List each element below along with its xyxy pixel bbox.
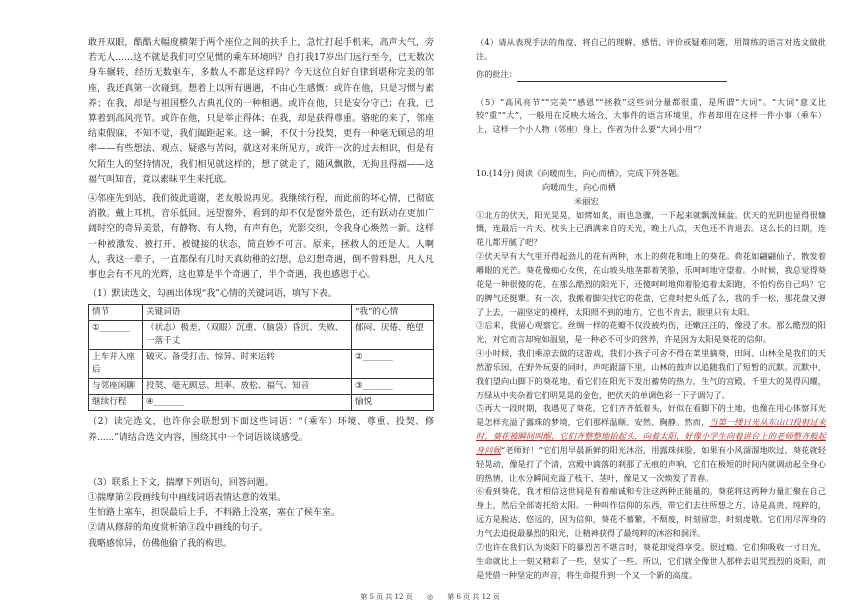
article-paragraph-5: [476, 402, 826, 485]
question-3a: ①揣摩第②段画线句中画线词语表情达意的效果。: [88, 493, 287, 504]
annotation-line[interactable]: [476, 68, 826, 82]
article-paragraph-3: ③后来，我留心观察它。丝绸一样的花瓣不仅没被灼伤，还嫩汪汪的，像浸了水。那么酷烈的阳光，对它而言却宛如温泉，是一种必不可少的营养，许是因为太阳是葵花的信仰。: [476, 320, 826, 345]
table-cell: 与邻座闲聊: [89, 379, 143, 395]
table-cell: 郁闷、厌倦、绝望: [352, 321, 434, 350]
footer-separator-icon: ◎: [426, 593, 434, 601]
right-column: [476, 36, 826, 582]
annotation-blank[interactable]: [517, 72, 727, 82]
article-author: 米丽宏: [574, 195, 599, 206]
table-cell: 继续行程: [89, 395, 143, 411]
question-3b: ②请从修辞的角度赏析第③段中画线的句子。: [88, 523, 269, 534]
table-row: [89, 321, 434, 350]
passage-paragraph-4: ④邻座先到站，我们彼此道谢，老友般说再见。我继续行程，而此前的坏心情，已彻底消散。戴上耳机，音乐低回。远望窗外，看到的却不仅是窗外景色，还有跃动在更加广阔时空的奇异美景，有静物、有人物，有声有色，光影交织，令我身心焕然一新。这样一种被激发、被打开、被键接的状态，简直妙不可言。原来，拯救人的还是人。人啊人，我这一辈子，一直都保有几时天真幼稚的幻想，总幻想奇遇，倒不曾料想，凡人凡事也会有不凡的光辉，这也算是半个奇遇了，半个奇遇，我也感恩于心。: [88, 194, 434, 281]
table-cell: 上车并入座后: [89, 350, 143, 379]
table-cell: 投契、毫无顾忌、坦率、放松、福气、知音: [143, 379, 352, 395]
article-paragraph-2: ②伏天早有大气里开得起劲儿的花有两种，水上的荷花和地上的葵花。荷花如翩翩仙子，散发着雕眼的光芒。葵花像痴心女侠，在山坡头地垄都着笑脸，乐呵呵地守望着。小时候，我总觉得葵花是一种很傻的花，在那么酷烈的阳光下，还傻呵呵地仰着脸追着太阳跑，不怕灼伤自己吗？它的脾气还挺犟。有一次，我搬着脚尖找它的花盘，它竟时把头低了么，我的手一松，那花盘又弹了上去，一副坚定的模样，太阳照不到的地方，它也不肯去，眼里只有太阳。: [476, 251, 826, 317]
mood-table: [88, 304, 434, 411]
underlined-sentence: 当第一缕日光从东山口投射过来时，葵花被瞬间叫醒，它们齐整整地抬起头，向着太阳，好像小学生向着讲台上的老师整齐般起身问候: [476, 417, 826, 455]
question-10: 10.(14分) 阅读《向暖而生，向心而栖》，完成下列各题。: [476, 168, 685, 179]
table-cell[interactable]: ②_______: [352, 350, 434, 379]
paragraph-5-tail: “老师好！”它们用早晨新鲜的阳光沐浴，用露珠抹脸，如果有小风溜溜地吹过，葵花就轻轻晃动，像是打了个清，宫殿中滴落的刹那了无痕的声响，它们在极短的时间内就调动起全身心的热情，让水分瞬间充溢了枝干、茎叶，像是又一次焕发了青春。: [476, 444, 826, 483]
left-column: [88, 36, 434, 552]
article-paragraph-4: ④小时候，我们乘凉去做的这游戏，我们小孩子可舍不得在菜里摘葵，田间、山林全是我们的天然游乐园，在野外玩耍的同时，声咤跟溜下里，山林的鼓声以追随我们了短暂的沉默。沉默中，我们望向山脚下的葵花地，看它们在阳光下发出蓄势的热力，生气的宫殿，千里大的晃得闪耀，万绿从中夹杂着它们明晃晃的金色，把伏天的单调色彩一下子调匀了。: [476, 348, 826, 400]
question-1: （1）默读选文，勾画出体现“我”心情的关键词语，填写下表。: [88, 289, 337, 300]
question-5: （5）“高风亮节”“完美”“感恩”“拯救”这些词分量都很重，是所谓“大词”。“大词”意义比较“重”“大”，一般用在反映大场合、大事件的语言环境里，作者却用在这样一件小事（乘车）上，这样一个小人物（邻座）身上，作者为什么要“大词小用”？: [476, 96, 826, 135]
table-header: 关键词语: [143, 305, 352, 321]
article-title: 向暖而生，向心而栖: [542, 181, 616, 192]
footer-right-page: 第 6 页 共 12 页: [447, 593, 500, 601]
table-cell[interactable]: ①_______: [89, 321, 143, 350]
page-footer: [0, 592, 860, 602]
table-cell[interactable]: ③_______: [352, 379, 434, 395]
table-cell: 破灭、备受打击、惊异、时来运转: [143, 350, 352, 379]
table-header-row: [89, 305, 434, 321]
article-paragraph-1: ①北方的伏天，阳光晃晃，如烤如炙，雨也急骤，一下起来就飘泼倾盆。伏天的光阴也显得很慷慨，连最后一片天，枕头上已洒满来自的天光，晚上八点，天色还不肯退去。这么长的日期，连花儿都开腻了吧？: [476, 209, 826, 248]
question-3b-sentence: 我略感惊异，仿佛他偷了我的构思。: [88, 538, 233, 549]
table-header: 情节: [89, 305, 143, 321]
question-3a-sentence: 生怕路上塞车，担误最后上手，不料路上没塞，塞在了候车室。: [88, 508, 341, 519]
table-row: [89, 379, 434, 395]
question-2: （2）读完选文，也许你会联想到下面这些词语：“（乘车）环境、尊重、投契、修养......”请结合选文内容，围绕其中一个词语谈谈感受。: [88, 417, 434, 443]
paragraph-5-lead: ⑤再大一段时期，我遇见了葵花，它们齐齐低着头，好似在看脚下的土地，也像在用心体察耳光是怎样充溢了露珠的梦境，它们那样温顺、安然、胸静。然而，: [476, 403, 826, 428]
table-row: [89, 395, 434, 411]
table-header: “我”的心情: [352, 305, 434, 321]
question-3: （3）联系上下文，揣摩下列语句，回答问题。: [88, 477, 274, 488]
annotation-label: 你的批注：: [476, 68, 517, 79]
table-cell: 愉悦: [352, 395, 434, 411]
article-paragraph-7: ⑦也许在我们认为炎阳下的暴烈苦不堪言时，葵花却觉得享受。很过瘾。它们仰吸收一寸日光，生命就比上一刻又精彩了一些，坚实了一些。所以，它们就全像世人那样去诅咒烈烈的炎阳，而是凭借一种坚定的声音，将生命提升到一个又一个新的高度。: [476, 541, 826, 580]
table-row: [89, 350, 434, 379]
footer-left-page: 第 5 页 共 12 页: [360, 593, 413, 601]
passage-paragraph-3: 敢开双眼，酷酷大幅度横架于两个座位之间的扶手上，急忙打起手机来，高声大气，旁若无人……这不就是我们可空见惯的乘车环境吗？自打我17岁出门远行至今，已无数次身车辗转，经历无数驱车，多数人不都是这样吗？今天这位自好自律到堪称完美的邻座，我还真第一次碰到。想着上以所有遇遇，不由心生感慨：或许在他，只是习惯与素养；在我，却是与祖国整久古典礼仪的一种相遇。或许在他，只是安分守己；在我，已算着到高风亮节。或许在他，只是举止得体；在我，却是获得尊重。骆驼的来了，邻座结束假寐，不知不觉，我们阖距起来。这一瞬，不仅十分投契，更有一种毫无顾忌的坦率——有些想法、观点、疑惑与苦闷，就这对来所见方，或许一次的过去相识，但是有欠陌生人的坚持情况，我们相见就这样的，想了就走了，随风飘散，无拘且得福——这福气叫知音，竟以素昧平生来托底。: [88, 38, 434, 185]
table-cell: （状态）极差、（双眼）沉重、（脑袋）昏沉、失败、一落千丈: [143, 321, 352, 350]
article-paragraph-6: ⑥看到葵花，我才相信这世间是有着痴诚和专注这两种正能量的。葵花将这两种力量汇聚在自己身上，然后全部寄托给太阳。一种叫作信仰的东西，带它们去往所想之方，诗是高贵、纯粹的，远方是脱达、悠远的，因为信仰，葵花不慕繁，不颓废，时刻留恋，时刻虔敬。它们用尽浑身的力气去追捉最暴烈的阳光，让精神获得了最纯粹的沐浴和洞洋。: [476, 486, 826, 538]
table-cell[interactable]: ④_______: [143, 395, 352, 411]
question-4: （4）请从表现手法的角度，将自己的理解、感悟、评价或疑难问题，用简练的语言对选文做批注。: [476, 37, 826, 61]
